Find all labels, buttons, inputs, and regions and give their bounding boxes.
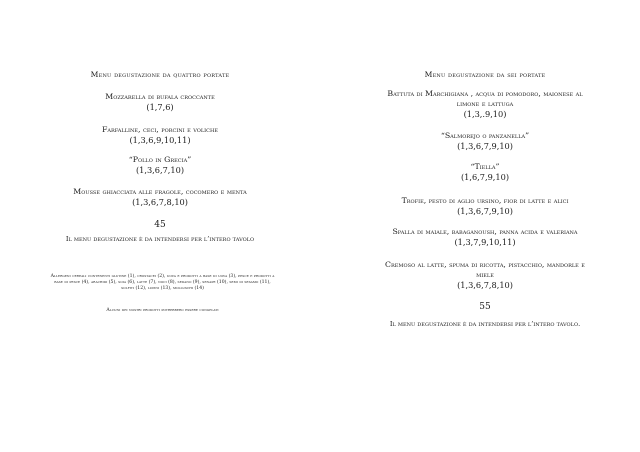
dish-name: Farfalline, ceci, porcini e voliche <box>101 125 218 134</box>
allergen-codes: (1,7,6) <box>146 102 174 112</box>
left-menu-note: Il menu degustazione è da intendersi per l’intero tavolo <box>65 235 255 243</box>
left-dish-4 <box>50 187 270 208</box>
dish-name: Mousse ghiacciata alle fragole, cocomero e menta <box>73 187 247 196</box>
frozen-products-note: Alcuni dei nostri prodotti potrebbero essere congelati <box>106 308 219 313</box>
dish-name: Trofie, pesto di aglio ursino, fior di latte e alici <box>401 196 569 205</box>
allergen-codes: (1,6,7,9,10) <box>460 172 510 182</box>
right-dish-1 <box>375 89 595 120</box>
allergen-codes: (1,3,6,7,8,10) <box>457 280 513 290</box>
dish-name: Cremoso al latte, spuma di ricotta, pistacchio, mandorle e miele <box>385 260 585 279</box>
right-dish-6 <box>375 260 595 291</box>
allergen-codes: (1,3,6,7,10) <box>135 165 185 175</box>
allergen-codes: (1,3,7,9,10,11) <box>454 237 516 247</box>
left-dish-1 <box>50 92 270 113</box>
right-menu-column <box>375 0 595 452</box>
dish-name: Mozzarella di bufala croccante <box>105 92 215 101</box>
allergen-codes: (1,3,6,9,10,11) <box>129 135 191 145</box>
dish-name: Battuta di Marchigiana , acqua di pomodoro, maionese al limone e lattuga <box>387 89 583 108</box>
allergen-codes: (1,3,6,7,9,10) <box>457 206 513 216</box>
right-page <box>320 0 640 452</box>
dish-name: Spalla di maiale, babaganoush, panna acida e valeriana <box>392 227 578 236</box>
left-menu-heading: Menu degustazione da quattro portate <box>90 70 230 79</box>
left-dish-2 <box>50 125 270 146</box>
dish-name: “Tiella” <box>470 162 500 171</box>
right-dish-2 <box>375 131 595 152</box>
allergen-codes: (1,3,6,7,9,10) <box>457 141 513 151</box>
right-dish-5 <box>375 227 595 248</box>
right-dish-3 <box>375 162 595 183</box>
left-dish-3 <box>50 155 270 176</box>
right-menu-note: Il menu degustazione è da intendersi per l’intero tavolo. <box>389 320 581 328</box>
right-menu-heading: Menu degustazione da sei portate <box>424 70 546 79</box>
left-menu-column <box>50 0 270 452</box>
dish-name: “Salmorejo o panzanella” <box>440 131 530 140</box>
allergen-codes: (1,3,.9,10) <box>463 109 507 119</box>
left-menu-price: 45 <box>154 220 166 230</box>
right-dish-4 <box>375 196 595 217</box>
right-menu-price: 55 <box>479 302 491 312</box>
dish-name: “Pollo in Grecia” <box>128 155 192 164</box>
allergens-legend: Allergeni cereali contenenti glutine (1), crostacei (2), uova e prodotti a base di uova (3), pesce e prodotti a base di pesce (4), arachidi (5), soia (6), latte (7), noci (8), sedano (9), senape (10), semi di sesamo (11), solfiti (12), lupini (13), molluschi (14) <box>50 274 275 292</box>
allergen-codes: (1,3,6,7,8,10) <box>132 197 188 207</box>
